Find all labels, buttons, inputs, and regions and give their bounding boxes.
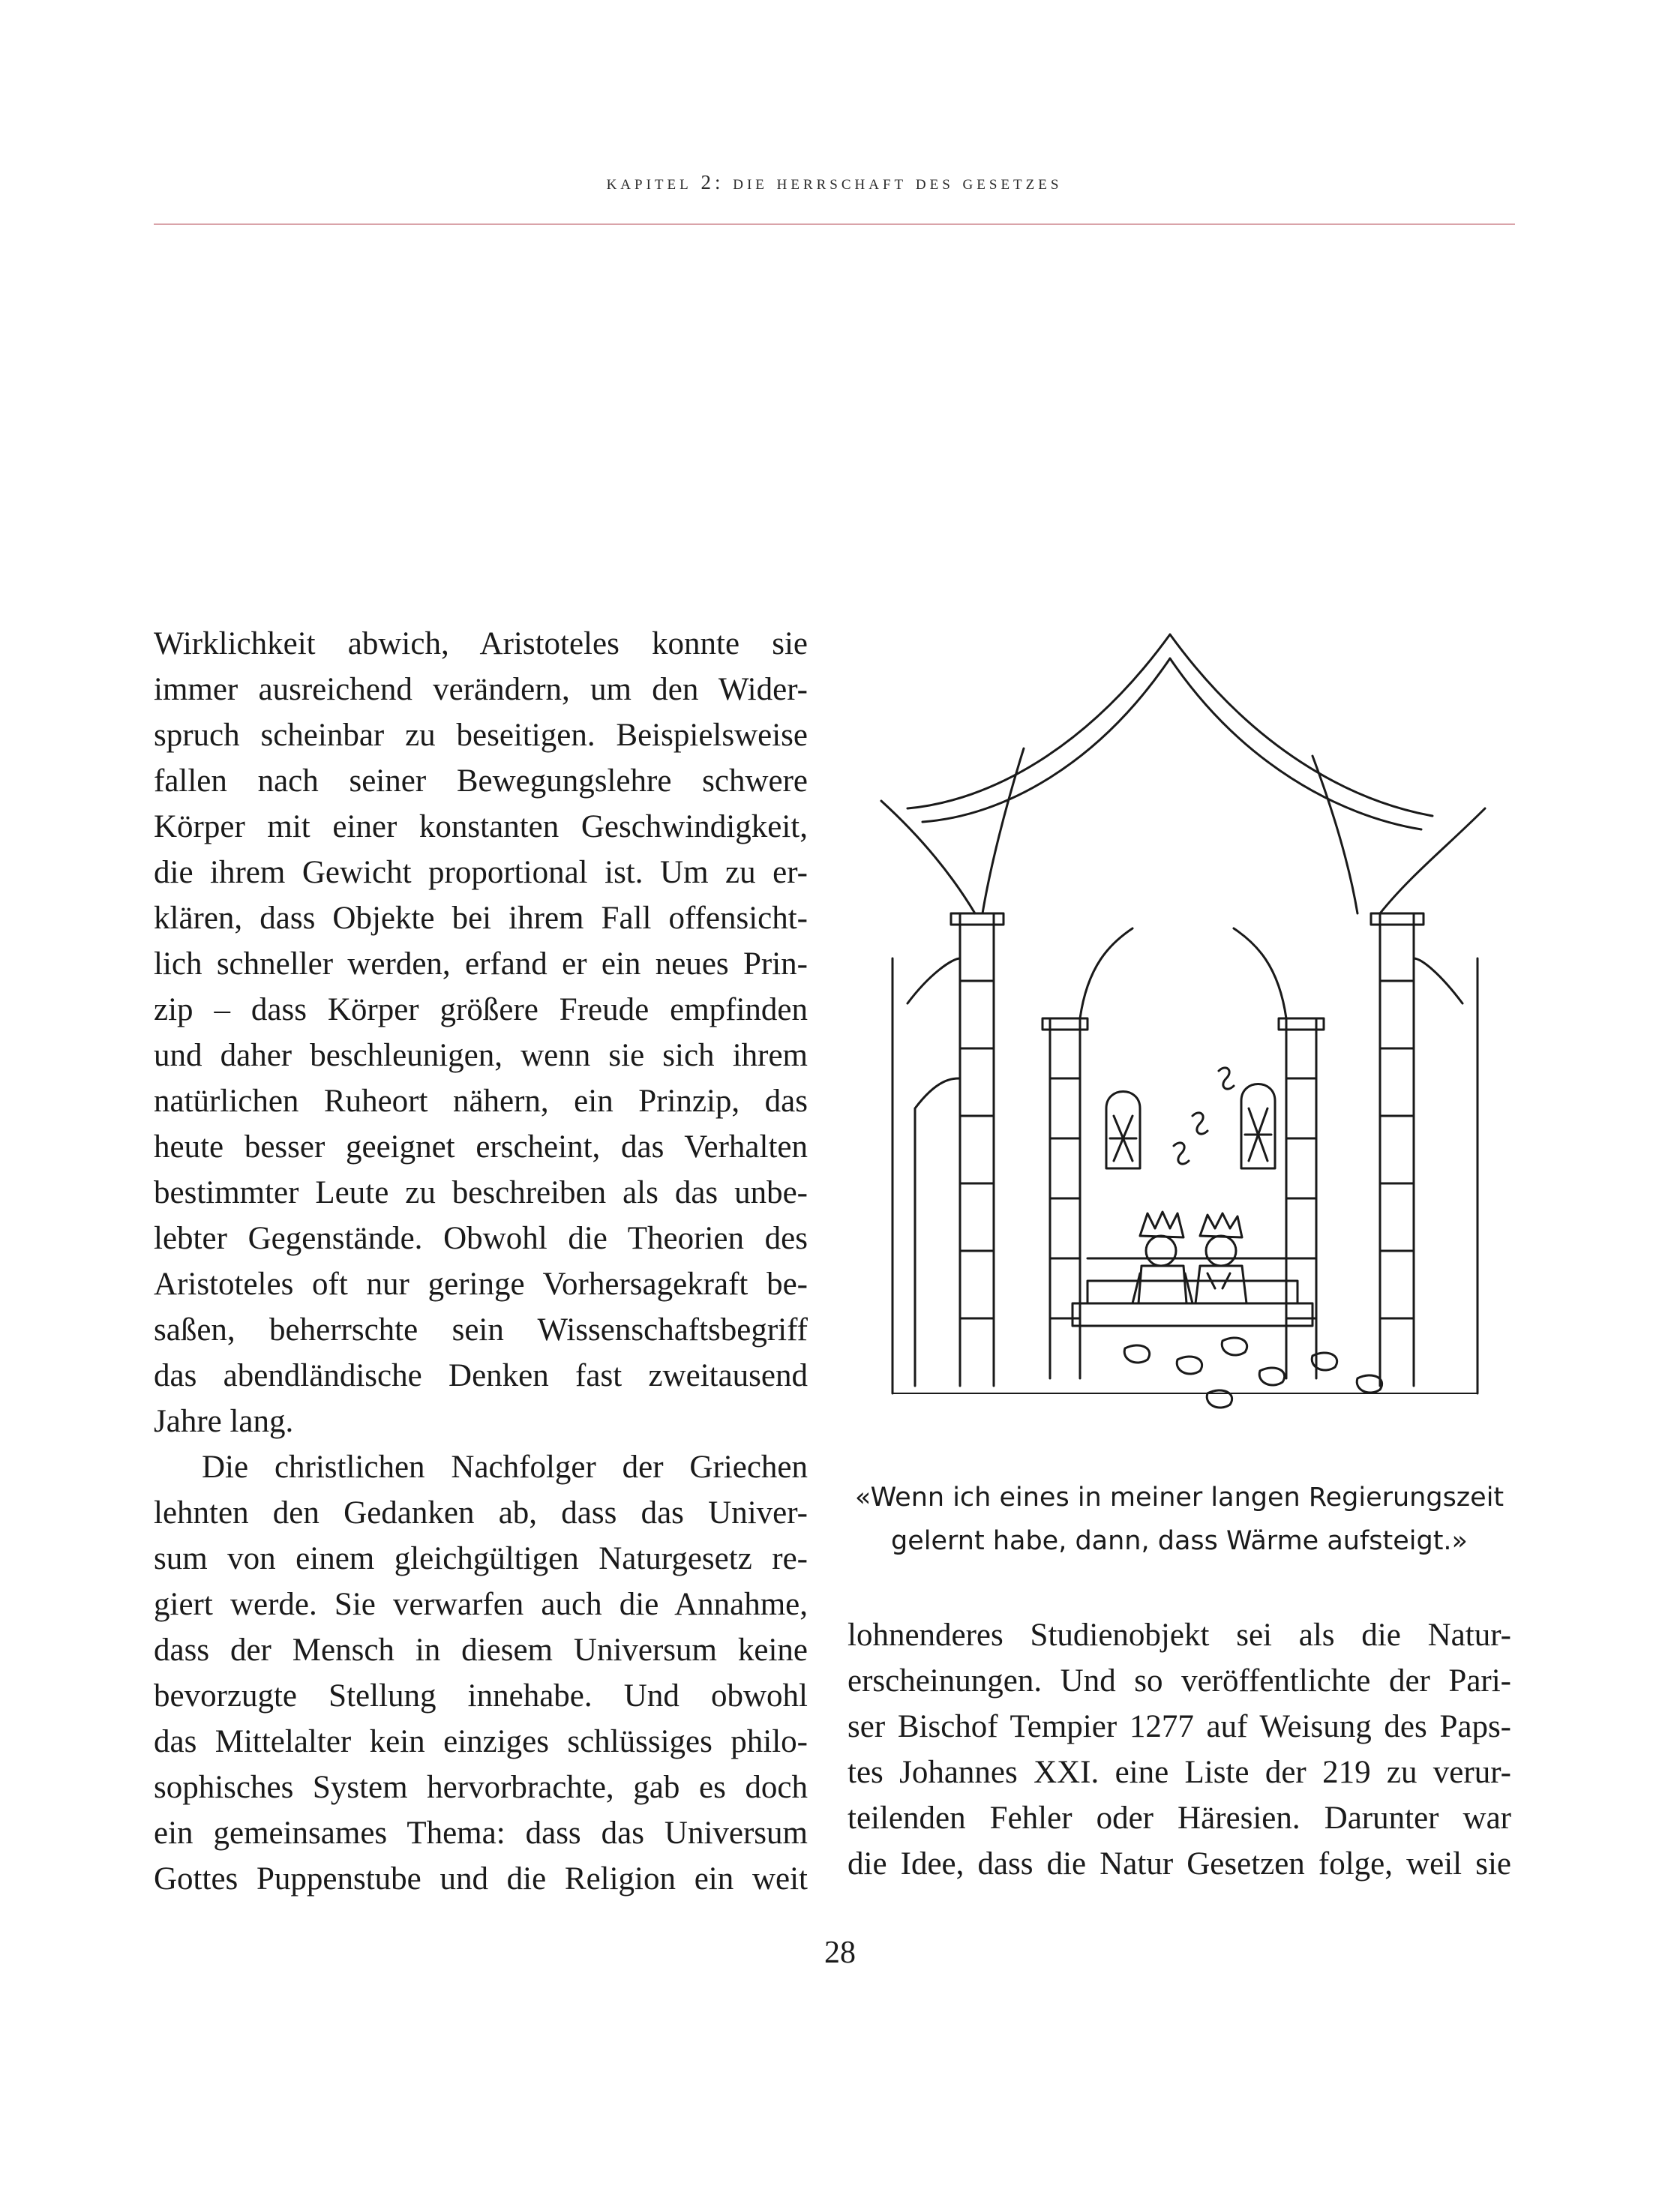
- text-line: klären, dass Objekte bei ihrem Fall offensicht-: [154, 901, 808, 936]
- text-line: die ihrem Gewicht proportional ist. Um zu er-: [154, 855, 808, 890]
- text-line: ein gemeinsames Thema: dass das Universum: [154, 1816, 808, 1851]
- text-line: giert werde. Sie verwarfen auch die Annahme,: [154, 1587, 808, 1622]
- text-line: Körper mit einer konstanten Geschwindigkeit,: [154, 809, 808, 844]
- text-line: Aristoteles oft nur geringe Vorhersagekraft be-: [154, 1267, 808, 1302]
- text-line: lich schneller werden, erfand er ein neues Prin-: [154, 946, 808, 982]
- text-line: Wirklichkeit abwich, Aristoteles konnte sie: [154, 626, 808, 661]
- text-line: fallen nach seiner Bewegungslehre schwere: [154, 763, 808, 799]
- text-line: Die christlichen Nachfolger der Griechen: [202, 1450, 808, 1485]
- text-line: und daher beschleunigen, wenn sie sich ihrem: [154, 1038, 808, 1073]
- text-line: erscheinungen. Und so veröffentlichte der Pari-: [848, 1663, 1511, 1699]
- text-line: sophisches System hervorbrachte, gab es doch: [154, 1770, 808, 1805]
- text-line: bevorzugte Stellung innehabe. Und obwohl: [154, 1678, 808, 1714]
- figure-caption: [848, 1476, 1511, 1563]
- caption-line: «Wenn ich eines in meiner langen Regierungszeit: [854, 1483, 1504, 1513]
- text-line: lebter Gegenstände. Obwohl die Theorien des: [154, 1221, 808, 1256]
- text-line: Gottes Puppenstube und die Religion ein weit: [154, 1861, 808, 1897]
- text-line: immer ausreichend verändern, um den Wider-: [154, 672, 808, 707]
- text-line: die Idee, dass die Natur Gesetzen folge, weil sie: [848, 1846, 1511, 1882]
- text-line: dass der Mensch in diesem Universum keine: [154, 1633, 808, 1668]
- running-head: kapitel 2: die herrschaft des gesetzes: [606, 171, 1063, 193]
- caption-line: gelernt habe, dann, dass Wärme aufsteigt.»: [891, 1526, 1468, 1556]
- text-line: saßen, beherrschte sein Wissenschaftsbegriff: [154, 1312, 808, 1348]
- text-line: tes Johannes XXI. eine Liste der 219 zu verur-: [848, 1755, 1511, 1790]
- text-line: heute besser geeignet erscheint, das Verhalten: [154, 1129, 808, 1165]
- text-line: natürlichen Ruheort nähern, ein Prinzip, das: [154, 1084, 808, 1119]
- text-line: sum von einem gleichgültigen Naturgesetz re-: [154, 1541, 808, 1576]
- left-text-column: [154, 621, 808, 1902]
- text-line: Jahre lang.: [154, 1404, 294, 1439]
- text-line: zip – dass Körper größere Freude empfinden: [154, 992, 808, 1027]
- text-line: lohnenderes Studienobjekt sei als die Natur-: [848, 1618, 1511, 1653]
- text-line: das abendländische Denken fast zweitausend: [154, 1358, 808, 1393]
- text-line: ser Bischof Tempier 1277 auf Weisung des Paps-: [848, 1709, 1511, 1744]
- text-line: bestimmter Leute zu beschreiben als das unbe-: [154, 1175, 808, 1210]
- cartoon-illustration: [862, 628, 1508, 1453]
- right-text-column: [848, 1612, 1511, 1887]
- text-line: teilenden Fehler oder Häresien. Darunter war: [848, 1801, 1511, 1836]
- text-line: das Mittelalter kein einziges schlüssiges philo-: [154, 1724, 808, 1759]
- page-number: 28: [824, 1936, 856, 1970]
- text-line: lehnten den Gedanken ab, dass das Univer-: [154, 1495, 808, 1531]
- text-line: spruch scheinbar zu beseitigen. Beispielsweise: [154, 718, 808, 753]
- header-rule: [154, 223, 1515, 225]
